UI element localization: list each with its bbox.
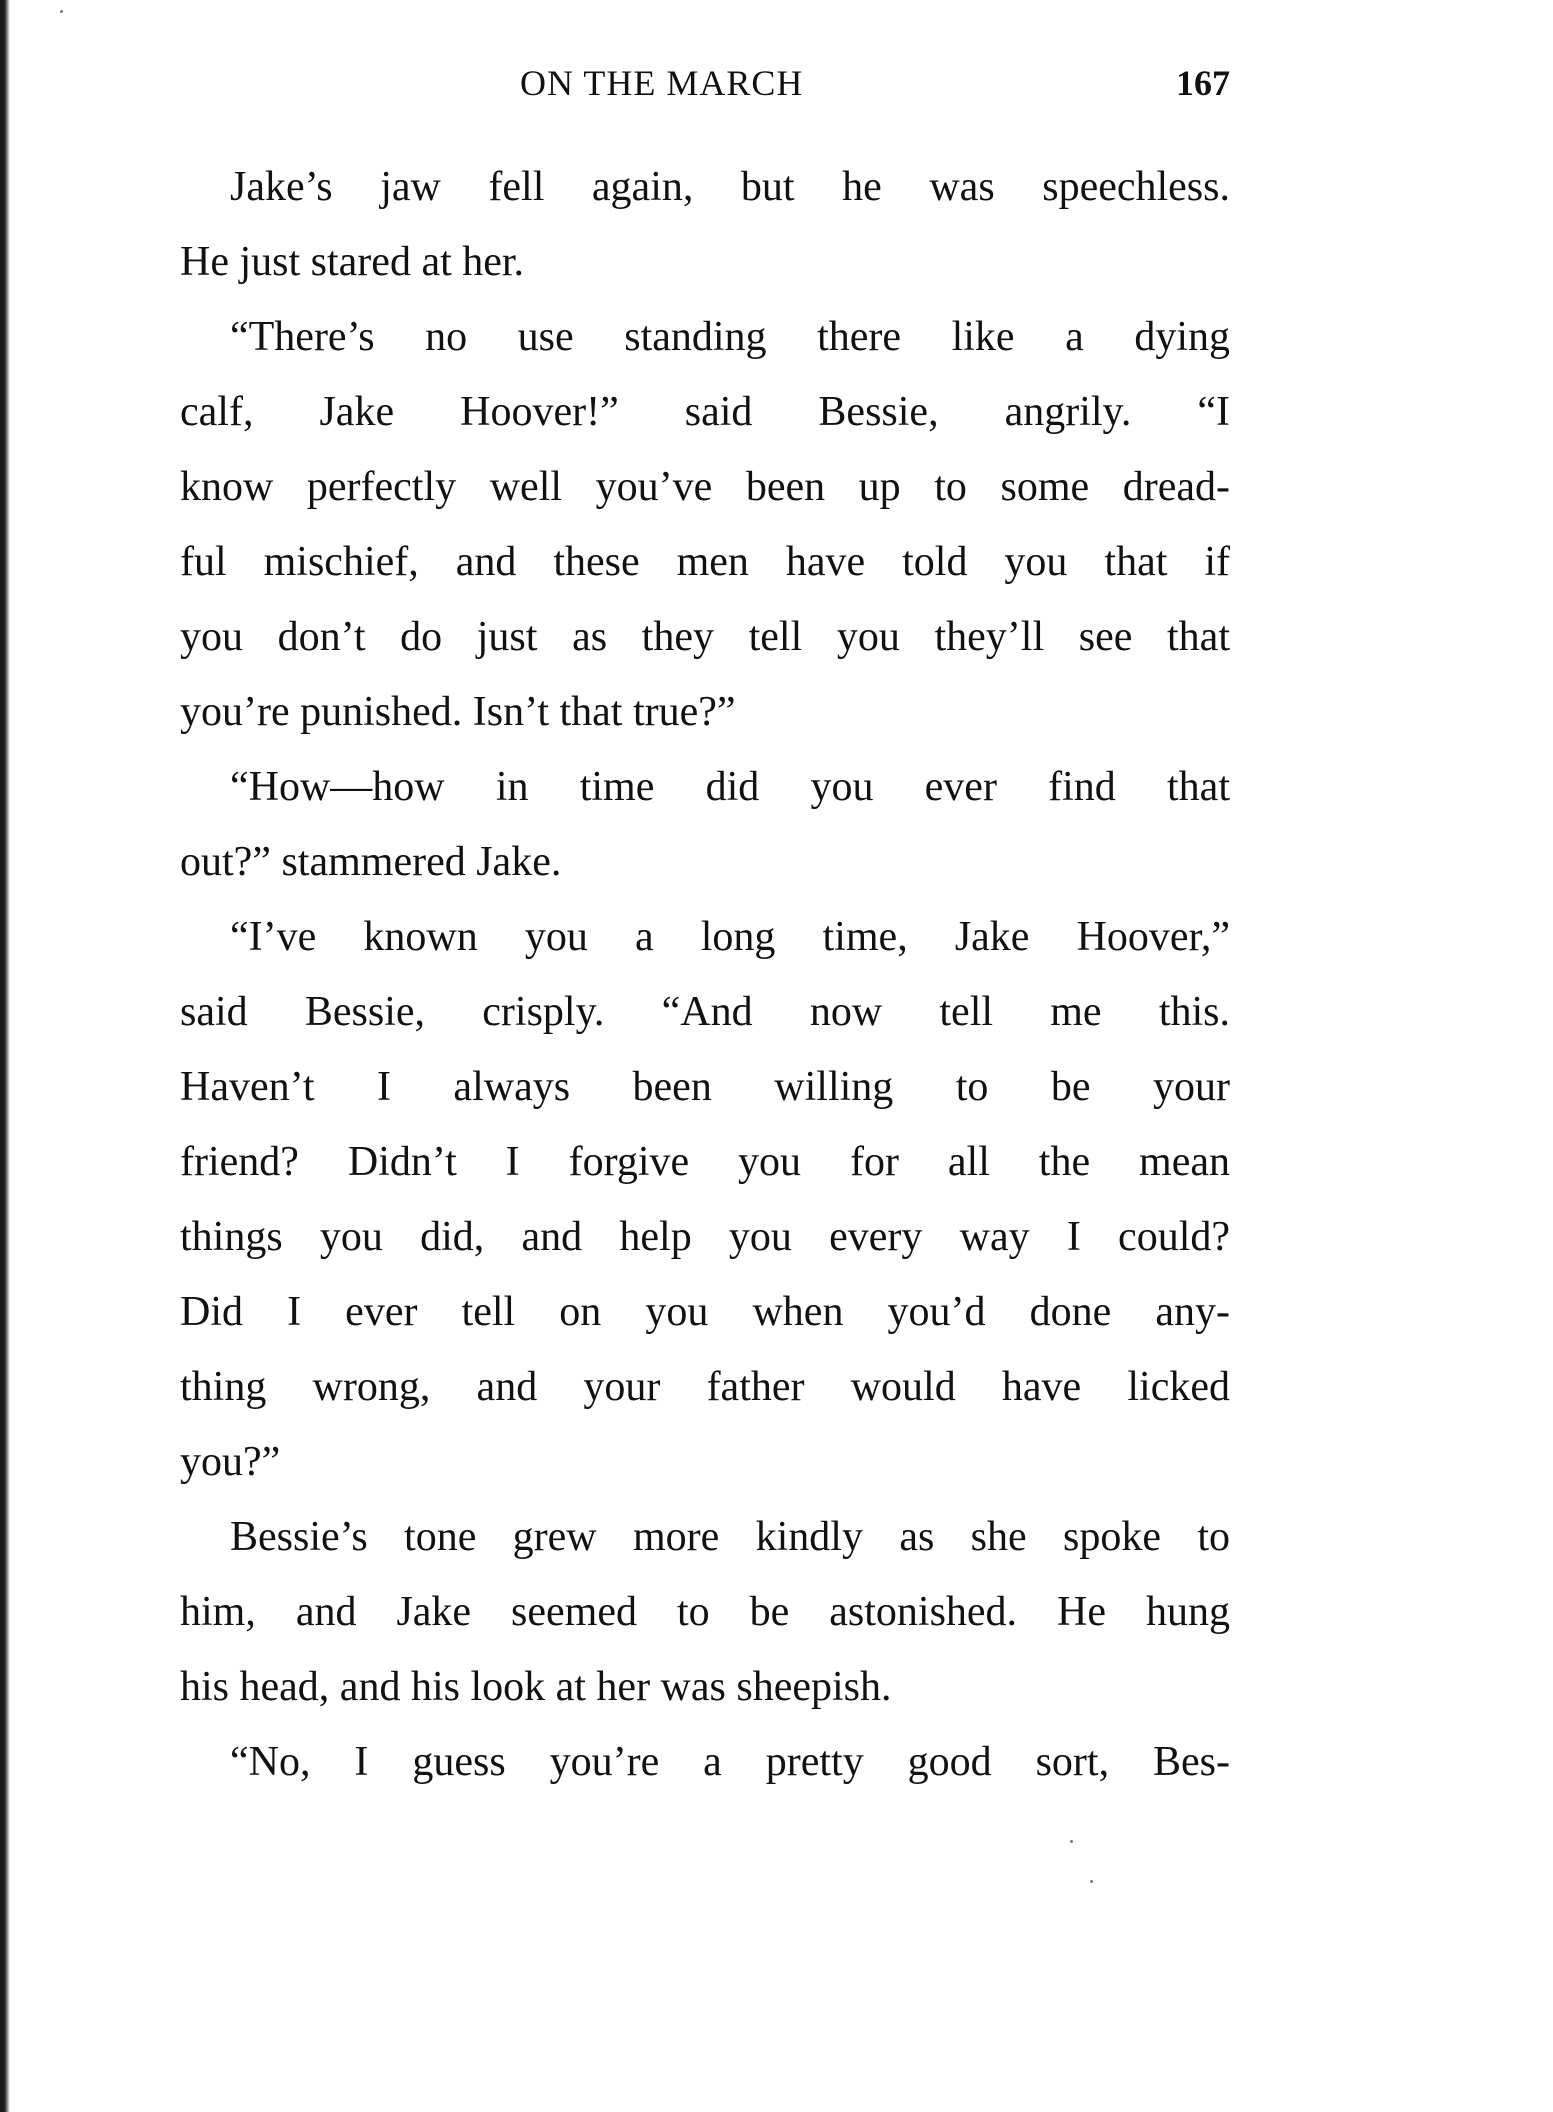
scan-speck [1070, 1840, 1073, 1843]
page-number: 167 [1176, 63, 1230, 103]
page-binding-edge [0, 0, 10, 2112]
paragraph [180, 150, 1230, 300]
text-line: him, and Jake seemed to be astonished. He hung [180, 1589, 1230, 1635]
text-line: you’re punished. Isn’t that true?” [180, 689, 736, 735]
paragraph [180, 300, 1230, 750]
text-line: you don’t do just as they tell you they’ll see that [180, 614, 1230, 660]
text-line: you?” [180, 1439, 281, 1485]
text-line: things you did, and help you every way I could? [180, 1214, 1230, 1260]
text-line: said Bessie, crisply. “And now tell me this. [180, 989, 1230, 1035]
text-line: “There’s no use standing there like a dying [230, 314, 1230, 360]
text-line: “I’ve known you a long time, Jake Hoover,” [230, 914, 1230, 960]
text-line: “No, I guess you’re a pretty good sort, Bes- [230, 1739, 1230, 1785]
text-line: thing wrong, and your father would have licked [180, 1364, 1230, 1410]
running-head: ON THE MARCH [520, 63, 804, 103]
text-line: Did I ever tell on you when you’d done any- [180, 1289, 1230, 1335]
text-line: He just stared at her. [180, 239, 525, 285]
body-text [180, 150, 1230, 1800]
paragraph [180, 1500, 1230, 1725]
page-header [180, 62, 1230, 112]
text-line: Jake’s jaw fell again, but he was speechless. [230, 164, 1230, 210]
text-line: Haven’t I always been willing to be your [180, 1064, 1230, 1110]
text-line: know perfectly well you’ve been up to some dread- [180, 464, 1230, 510]
text-line: out?” stammered Jake. [180, 839, 562, 885]
scan-speck [60, 10, 63, 13]
paragraph [180, 1725, 1230, 1800]
text-line: ful mischief, and these men have told you that if [180, 539, 1230, 585]
text-line: his head, and his look at her was sheepish. [180, 1664, 892, 1710]
text-line: calf, Jake Hoover!” said Bessie, angrily. “I [180, 389, 1230, 435]
paragraph [180, 750, 1230, 900]
text-line: “How—how in time did you ever find that [230, 764, 1230, 810]
text-line: friend? Didn’t I forgive you for all the mean [180, 1139, 1230, 1185]
scan-speck [1090, 1880, 1093, 1883]
paragraph [180, 900, 1230, 1500]
text-line: Bessie’s tone grew more kindly as she spoke to [230, 1514, 1230, 1560]
